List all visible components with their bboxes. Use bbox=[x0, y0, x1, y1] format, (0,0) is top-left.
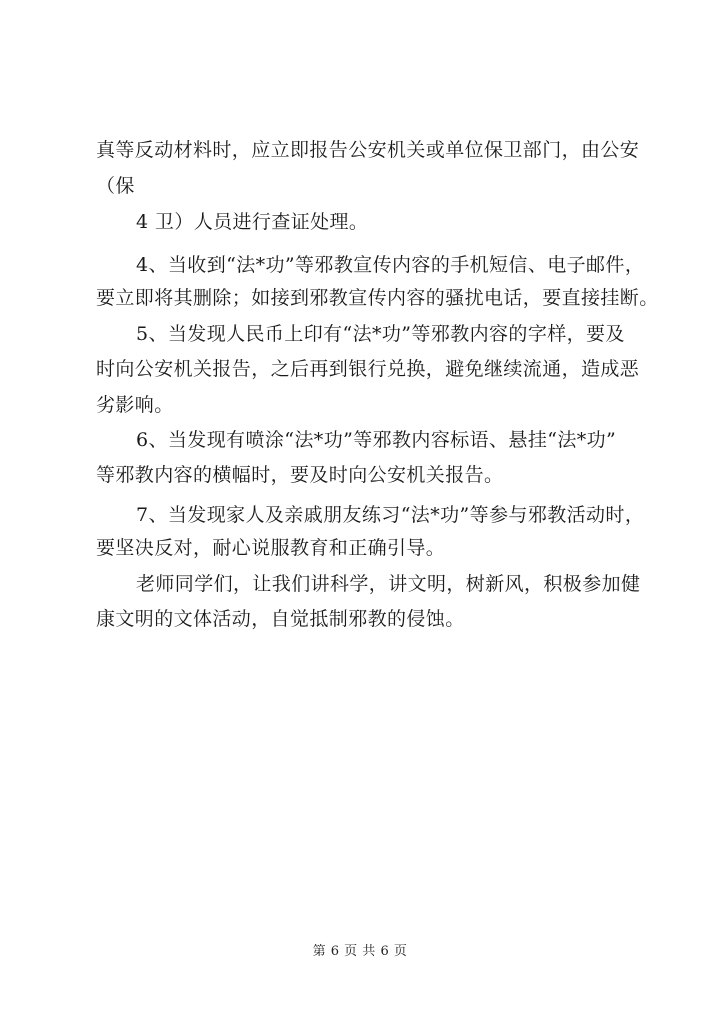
paragraph-line: 4 卫）人员进行查证处理。 bbox=[136, 211, 369, 233]
page-footer: 第 6 页 共 6 页 bbox=[312, 944, 408, 959]
paragraph-line: 时向公安机关报告，之后再到银行兑换，避免继续流通，造成恶 bbox=[96, 358, 640, 380]
paragraph-line: 要立即将其删除；如接到邪教宣传内容的骚扰电话，要直接挂断。 bbox=[96, 287, 659, 309]
paragraph-line: （保 bbox=[96, 175, 135, 197]
paragraph-line: 6、当发现有喷涂“法*功”等邪教内容标语、悬挂“法*功” bbox=[136, 429, 617, 451]
paragraph-line: 劣影响。 bbox=[96, 394, 174, 416]
paragraph-line: 康文明的文体活动，自觉抵制邪教的侵蚀。 bbox=[96, 608, 465, 630]
paragraph-line: 4、当收到“法*功”等邪教宣传内容的手机短信、电子邮件， bbox=[136, 254, 645, 276]
paragraph-line: 真等反动材料时，应立即报告公安机关或单位保卫部门，由公安 bbox=[96, 139, 640, 161]
paragraph-line: 7、当发现家人及亲戚朋友练习“法*功”等参与邪教活动时， bbox=[136, 504, 645, 526]
paragraph-line: 等邪教内容的横幅时，要及时向公安机关报告。 bbox=[96, 464, 504, 486]
paragraph-line: 老师同学们，让我们讲科学，讲文明，树新风，积极参加健 bbox=[136, 573, 641, 595]
paragraph-line: 5、当发现人民币上印有“法*功”等邪教内容的字样，要及 bbox=[136, 323, 625, 345]
paragraph-line: 要坚决反对，耐心说服教育和正确引导。 bbox=[96, 537, 446, 559]
